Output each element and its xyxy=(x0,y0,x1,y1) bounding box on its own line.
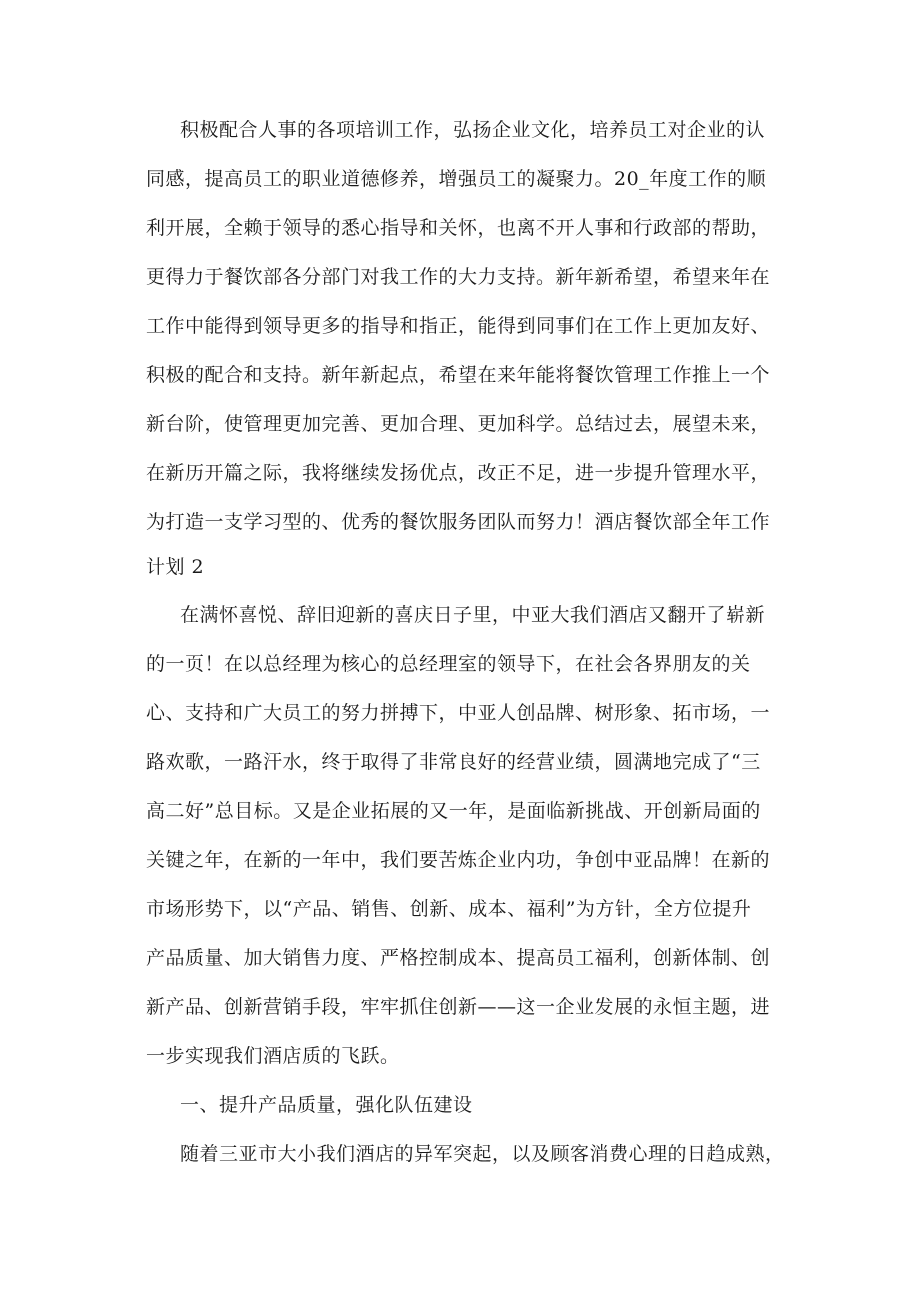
text-line: 积极配合人事的各项培训工作，弘扬企业文化，培养员工对企业的认 xyxy=(180,119,766,141)
text-line: 利开展，全赖于领导的悉心指导和关怀，也离不开人事和行政部的帮助， xyxy=(146,217,771,239)
text-line: 更得力于餐饮部各分部门对我工作的大力支持。新年新希望，希望来年在 xyxy=(146,266,771,288)
text-line: 新产品、创新营销手段，牢牢抓住创新——这一企业发展的永恒主题，进 xyxy=(146,996,771,1018)
text-line: 积极的配合和支持。新年新起点，希望在来年能将餐饮管理工作推上一个 xyxy=(146,364,771,386)
text-line: 一步实现我们酒店质的飞跃。 xyxy=(146,1045,400,1067)
text-line: 市场形势下，以“产品、销售、创新、成本、福利”为方针，全方位提升 xyxy=(146,898,752,920)
text-line: 在新历开篇之际，我将继续发扬优点，改正不足，进一步提升管理水平， xyxy=(146,462,771,484)
text-line: 同感，提高员工的职业道德修养，增强员工的凝聚力。20_年度工作的顺 xyxy=(146,168,767,190)
text-line: 计划 2 xyxy=(146,556,205,578)
text-line: 新台阶，使管理更加完善、更加合理、更加科学。总结过去，展望未来， xyxy=(146,413,771,435)
text-line: 在满怀喜悦、辞旧迎新的喜庆日子里，中亚大我们酒店又翻开了崭新 xyxy=(180,604,766,626)
section-heading: 一、提升产品质量，强化队伍建设 xyxy=(180,1094,473,1116)
text-line: 产品质量、加大销售力度、严格控制成本、提高员工福利，创新体制、创 xyxy=(146,947,771,969)
text-line: 路欢歌，一路汗水，终于取得了非常良好的经营业绩，圆满地完成了“三 xyxy=(146,751,761,773)
text-line: 为打造一支学习型的、优秀的餐饮服务团队而努力！酒店餐饮部全年工作 xyxy=(146,511,771,533)
text-line: 关键之年，在新的一年中，我们要苦炼企业内功，争创中亚品牌！在新的 xyxy=(146,849,771,871)
text-line: 随着三亚市大小我们酒店的异军突起，以及顾客消费心理的日趋成熟， xyxy=(180,1143,785,1165)
text-line: 心、支持和广大员工的努力拼搏下，中亚人创品牌、树形象、拓市场，一 xyxy=(146,702,771,724)
text-line: 高二好”总目标。又是企业拓展的又一年，是面临新挑战、开创新局面的 xyxy=(146,800,761,822)
text-line: 工作中能得到领导更多的指导和指正，能得到同事们在工作上更加友好、 xyxy=(146,315,771,337)
text-line: 的一页！在以总经理为核心的总经理室的领导下，在社会各界朋友的关 xyxy=(146,653,751,675)
